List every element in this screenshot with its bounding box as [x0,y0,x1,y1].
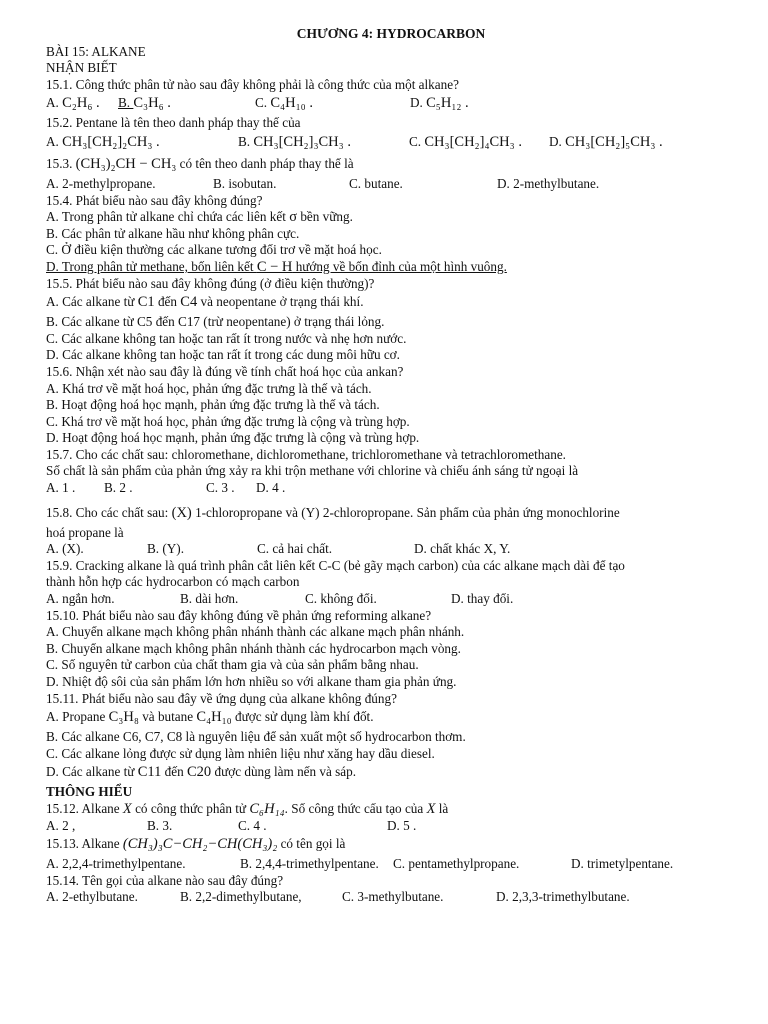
formula: C₂H₆ . [62,95,100,112]
option-c: C. butane. [349,175,403,191]
question-number: 15.3. [46,155,76,171]
question-15-12-stem [46,801,736,818]
option-c: C. Khá trơ về mặt hoá học, phản ứng đặc trưng là cộng và trùng hợp. [46,413,410,429]
option-label: C. [255,95,271,111]
option-b: B. Các phân tử alkane hầu như không phân cực. [46,225,300,241]
option-a [46,134,238,154]
formula: C11 [137,764,162,781]
question-15-11-stem: 15.11. Phát biểu nào sau đây về ứng dụng của alkane không đúng? [46,690,397,706]
formula: (CH₃)₂CH − CH₃ [75,155,177,172]
option-label: D. [549,133,562,149]
option-b: B. isobutan. [213,175,277,191]
question-15-6-stem: 15.6. Nhận xét nào sau đây là đúng về tính chất hoá học của ankan? [46,363,404,379]
option-a [46,707,736,729]
sigma-symbol: σ [289,209,298,226]
option-b [238,134,409,154]
option-c: C. 4 . [238,817,267,833]
option-c: C. Các alkane lỏng được sử dụng làm nhiên liệu như xăng hay dầu diesel. [46,745,435,761]
formula: C − H [256,258,293,275]
level-heading-recognition: NHẬN BIẾT [46,60,117,76]
formula: CH₃[CH₂]₅CH₃ . [565,133,663,150]
option-label: A. [46,133,59,149]
question-text: 15.13. Alkane [46,836,123,852]
option-b: B. 2,2-dimethylbutane, [180,889,302,905]
option-d: D. Nhiệt độ sôi của sản phẩm lớn hơn nhiều so với alkane tham gia phản ứng. [46,674,457,689]
question-text: 15.12. Alkane [46,800,123,816]
option-label: B. [118,95,134,111]
question-text: có tên theo danh pháp thay thế là [176,155,354,171]
option-text: được sử dụng làm khí đốt. [231,709,374,725]
option-d [410,95,469,115]
question-15-8-options [46,541,736,558]
option-b: B. Chuyển alkane mạch không phân nhánh thành các hydrocarbon mạch vòng. [46,640,461,656]
option-a: A. (X). [46,541,84,557]
option-c: C. Các alkane không tan hoặc tan rất ít trong nước và nhẹ hơn nước. [46,330,407,346]
option-a [46,292,736,314]
question-15-8-stem-cont: hoá propane là [46,524,124,540]
formula: C₄H₁₀ [196,709,232,726]
option-text: và butane [138,709,197,725]
option-text: A. Propane [46,709,109,725]
label-x: (X) [171,504,192,521]
question-15-7-options [46,480,736,497]
option-d: D. thay đổi. [451,591,514,607]
option-text: bền vững. [297,209,353,225]
option-c: C. Ở điều kiện thường các alkane tương đối trơ về mặt hoá học. [46,242,382,258]
formula: C₅H₁₂ . [426,95,469,112]
question-15-9-stem-cont: thành hỗn hợp các hydrocarbon có mạch carbon [46,574,300,590]
option-d: D. chất khác X, Y. [414,541,511,557]
formula: CH₃[CH₂]₂CH₃ . [62,133,160,150]
option-a [46,95,118,115]
formula: CH₃[CH₂]₄CH₃ . [424,133,522,150]
option-a: A. 2,2,4-trimethylpentane. [46,856,186,872]
formula: C₃H₈ [108,709,139,726]
option-d [46,762,736,784]
option-c: C. cả hai chất. [257,541,333,557]
question-15-3-options [46,176,736,193]
option-c: C. pentamethylpropane. [393,856,520,872]
question-15-7-stem-cont: Số chất là sản phẩm của phản ứng xảy ra khi trộn methane với chlorine và chiếu ánh sáng tử ngoại là [46,463,579,479]
option-d [46,259,736,276]
option-c: C. 3-methylbutane. [342,889,444,905]
option-text: D. Trong phân tử methane, bốn liên kết [46,258,257,274]
option-d: D. Các alkane không tan hoặc tan rất ít trong các dung môi hữu cơ. [46,347,400,363]
option-text: đến [161,764,188,780]
question-text: 15.8. Cho các chất sau: [46,504,172,520]
option-text: hướng về bốn đỉnh của một hình vuông. [292,258,507,274]
option-b: B. 3. [147,817,173,833]
question-text: . Số công thức cấu tạo của [284,800,427,816]
question-15-12-options [46,818,736,835]
level-heading-understanding: THÔNG HIỂU [46,784,133,800]
option-d: D. 2,3,3-trimethylbutane. [496,889,630,905]
option-d [549,134,663,154]
formula: C1 [137,294,155,311]
option-c: C. không đổi. [305,591,377,607]
variable-x: X [122,800,132,817]
option-d: D. trimetylpentane. [571,856,674,872]
question-15-2-options [46,132,736,154]
option-label: B. [238,133,251,149]
question-15-9-stem: 15.9. Cracking alkane là quá trình phân cắt liên kết C-C (bẻ gãy mạch carbon) của các alkane mạch dài để tạo [46,557,625,573]
formula: CH₃[CH₂]₃CH₃ . [253,133,351,150]
option-c: C. Số nguyên tử carbon của chất tham gia và của sản phẩm bằng nhau. [46,657,419,673]
question-15-1-stem: 15.1. Công thức phân tử nào sau đây không phải là công thức của một alkane? [46,76,459,92]
option-d: D. 4 . [256,480,286,496]
option-a: A. 2 , [46,817,76,833]
option-b: B. Các alkane từ C5 đến C17 (trừ neopentane) ở trạng thái lỏng. [46,314,385,330]
option-c [255,95,410,115]
option-text: A. Trong phân tử alkane chỉ chứa các liên kết [46,209,290,225]
option-a: A. Khá trơ về mặt hoá học, phản ứng đặc trưng là thế và tách. [46,380,372,396]
formula: C₆H₁₄ [249,800,285,817]
option-b: B. 2,4,4-trimethylpentane. [240,856,379,872]
formula: C20 [187,764,212,781]
option-b: B. dài hơn. [180,591,239,607]
question-15-7-stem: 15.7. Cho các chất sau: chloromethane, dichloromethane, trichloromethane và tetrachloromethane. [46,446,566,462]
question-15-13-options [46,856,736,873]
option-text: và neopentane ở trạng thái khí. [197,294,364,310]
option-label: C. [409,133,422,149]
question-15-1-options [46,93,736,115]
option-b: B. 2 . [104,480,133,496]
option-text: D. Các alkane từ [46,764,138,780]
variable-x: X [426,800,436,817]
question-text: là [435,800,449,816]
option-label: D. [410,95,427,111]
option-a: A. 1 . [46,480,76,496]
question-15-8-stem [46,503,736,525]
question-15-14-stem: 15.14. Tên gọi của alkane nào sau đây đúng? [46,872,284,888]
question-15-13-stem [46,834,736,856]
question-15-10-stem: 15.10. Phát biểu nào sau đây không đúng về phản ứng reforming alkane? [46,607,432,623]
lesson-title: BÀI 15: ALKANE [46,43,146,59]
question-15-2-stem: 15.2. Pentane là tên theo danh pháp thay thế của [46,115,301,131]
option-a [46,209,736,226]
option-a: A. ngắn hơn. [46,591,115,607]
option-label: A. [46,95,63,111]
formula: (CH₃)₃C−CH₂−CH(CH₃)₂ [122,836,278,853]
option-text: đến [154,294,181,310]
option-b: B. Các alkane C6, C7, C8 là nguyên liệu để sản xuất một số hydrocarbon thơm. [46,729,466,745]
question-15-9-options [46,591,736,608]
option-a: A. 2-methylpropane. [46,175,156,191]
option-a: A. 2-ethylbutane. [46,889,138,905]
option-text: A. Các alkane từ [46,294,138,310]
question-15-3-stem [46,154,736,176]
formula: C₄H₁₀ . [270,95,313,112]
question-text: có tên gọi là [277,836,346,852]
option-text: được dùng làm nến và sáp. [211,764,357,780]
option-a: A. Chuyển alkane mạch không phân nhánh thành các alkane mạch phân nhánh. [46,624,465,640]
option-b: B. (Y). [147,541,184,557]
option-c: C. 3 . [206,480,235,496]
option-d: D. 5 . [387,817,417,833]
chapter-title: CHƯƠNG 4: HYDROCARBON [296,26,486,41]
option-d: D. Hoạt động hoá học mạnh, phản ứng đặc trưng là cộng và trùng hợp. [46,430,420,446]
formula: C₃H₆ . [133,95,171,112]
worksheet-page [46,26,736,906]
question-text: có công thức phân tử [131,800,250,816]
option-b: B. Hoạt động hoá học mạnh, phản ứng đặc trưng là thế và tách. [46,397,380,413]
option-b [118,95,255,115]
formula: C4 [180,294,198,311]
option-c [409,134,549,154]
question-15-5-stem: 15.5. Phát biểu nào sau đây không đúng (ở điều kiện thường)? [46,275,375,291]
option-d: D. 2-methylbutane. [497,175,600,191]
question-15-14-options [46,889,736,906]
question-text: 1-chloropropane và (Y) 2-chloropropane. Sản phẩm của phản ứng monochlorine [191,504,620,520]
question-15-4-stem: 15.4. Phát biểu nào sau đây không đúng? [46,192,263,208]
